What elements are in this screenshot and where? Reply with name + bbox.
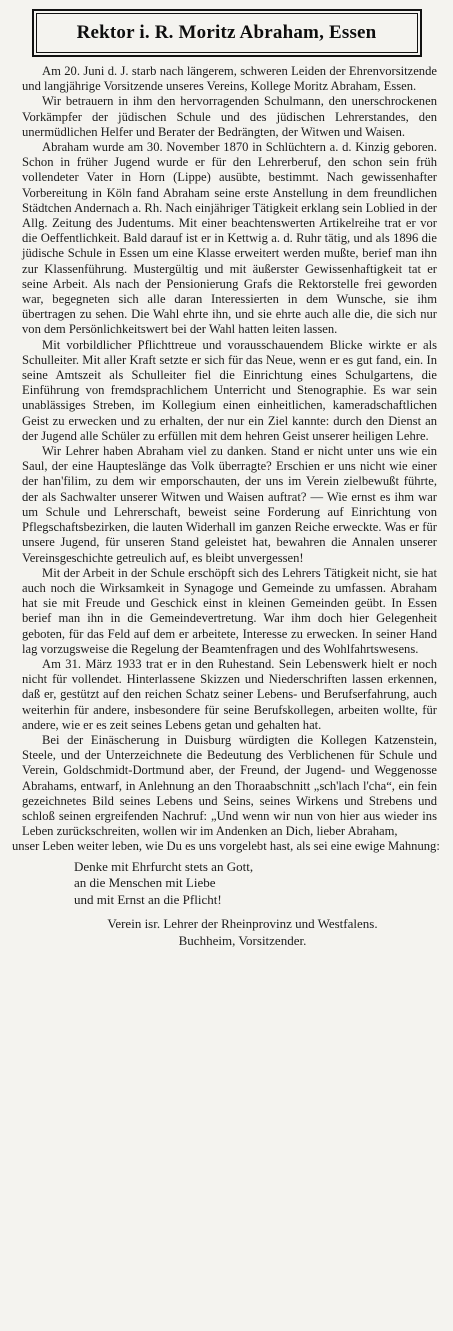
paragraph-5: Wir Lehrer haben Abraham viel zu danken. Stand er nicht unter uns wie ein Saul, der eine Haupteslänge das Volk überragte? Erschien er uns nicht wie einer der han'filim, zu dem wir emporschauten, der uns im Verein zielbewußt führte, der als Sachwalter unserer Witwen und Waisen auftrat? — Wie ernst es ihm war um Schule und Lehrerschaft, beweist seine Forderung auf Einrichtung von Pflegschaftsbezirken, die lauten Widerhall im ganzen Reiche erweckte. Was er für unsere Jugend, für unseren Stand geleistet hat, bewahren die Annalen unserer Vereinsgeschichte getreulich auf, es bleibt unvergessen! [22, 444, 437, 565]
paragraph-2: Wir betrauern in ihm den hervorragenden Schulmann, den unerschrockenen Vorkämpfer der jüdischen Schule und des jüdischen Lehrerstandes, den unermüdlichen Helfer und Berater der Bedrängten, der Witwen und Waisen. [22, 94, 437, 139]
verse-line-3: und mit Ernst an die Pflicht! [74, 891, 222, 907]
paragraph-7: Am 31. März 1933 trat er in den Ruhestand. Sein Lebenswerk hielt er noch nicht für vollendet. Hinterlassene Skizzen und Niederschriften lassen erkennen, daß er, gestützt auf den reichen Schatz seiner Lebens- und Berufserfahrung, auch weiterhin für andere, insbesondere für seine Berufskollegen, arbeiten wollte, für andere, wie er es zeit seines Lebens getan und gehalten hat. [22, 656, 437, 732]
signature-name: Buchheim, Vorsitzender. [178, 932, 307, 948]
paragraph-3: Abraham wurde am 30. November 1870 in Schlüchtern a. d. Kinzig geboren. Schon in früher Jugend wurde er für den Lehrerberuf, den schon sein früh vollendeter Vater in Horn (Lippe) ausübte, bestimmt. Nach gewissenhafter Vorbereitung in Köln fand Abraham seine erste Anstellung in dem freundlichen Städtchen Andernach a. Rh. Nach einjähriger Tätigkeit erklang sein Loblied in der Allg. Zeitung des Judentums. Mit einer beachtenswerten Artikelreihe trat er vor die Oeffentlichkeit. Bald darauf ist er in Kettwig a. d. Ruhr tätig, und als 1896 die jüdische Schule in Essen um eine Klasse erweitert werden mußte, berief man ihn zur Klassenführung. Mustergültig und mit äußerster Gewissenhaftigkeit tat er seine Arbeit. Als nach der Pensionierung Grafs die Rektorstelle frei geworden war, begegneten sich alle daran Interessierten in dem Wunsche, sie ihm übertragen zu sehen. Die Wahl ehrte ihn, und sie ehrte auch alle die, die sich nur von dem Persönlichkeitswert bei der Wahl hatten leiten lassen. [22, 140, 437, 337]
paragraph-1: Am 20. Juni d. J. starb nach längerem, schweren Leiden der Ehrenvorsitzende und langjährige Vorsitzende unseres Vereins, Kollege Moritz Abraham, Essen. [22, 64, 437, 94]
paragraph-6: Mit der Arbeit in der Schule erschöpft sich des Lehrers Tätigkeit nicht, sie hat auch noch die Wirksamkeit in Synagoge und Gemeinde zu umfassen. Abraham hat sie mit Freude und Geschick einst in kleinen Gemeinden geübt. In Essen berief man ihn in die Gemeindevertretung. War ihm doch hier Gelegenheit geboten, für das Feld auf dem er arbeitete, Interesse zu erwecken. In seiner Hand lag vorzugsweise die Regelung der Beamtenfragen und des Wohlfahrtswesens. [22, 565, 437, 656]
closing-text: unser Leben weiter leben, wie Du es uns vorgelebt hast, als sei eine ewige Mahnung: [12, 839, 440, 854]
motto-verse [74, 859, 443, 909]
verse-line-1: Denke mit Ehrfurcht stets an Gott, [74, 858, 254, 874]
paragraph-8: Bei der Einäscherung in Duisburg würdigten die Kollegen Katzenstein, Steele, und der Unterzeichnete die Bedeutung des Verblichenen für Schule und Verein, Goldschmidt-Dortmund aber, der Freund, der Jugend- und Weggenosse Abrahams, entwarf, in Anlehnung an den Thoraabschnitt „sch'lach l'cha“, ein fein gezeichnetes Bild seines Lebens und Seins, seines Wirkens und Strebens und schloß seinen ergreifenden Nachruf: „Und wenn wir nun von hier aus wieder ins Leben zurückschreiten, wollen wir im Andenken an Dich, lieber Abraham, [22, 732, 437, 839]
verse-line-2: an die Menschen mit Liebe [74, 875, 216, 891]
signature-organization: Verein isr. Lehrer der Rheinprovinz und Westfalens. [107, 916, 378, 932]
article-body [10, 64, 443, 839]
article-title: Rektor i. R. Moritz Abraham, Essen [33, 10, 421, 56]
closing-section [10, 839, 443, 949]
signature-block [12, 916, 443, 949]
paragraph-4: Mit vorbildlicher Pflichttreue und vorausschauendem Blicke wirkte er als Schulleiter. Mit aller Kraft setzte er sich für das Neue, wenn er es gut fand, ein. In seine Amtszeit als Schulleiter fiel die Einrichtung eines Schulgartens, die Einführung von fremdsprachlichem Unterricht und Stenographie. Es war sein unablässiges Streben, im Kollegium einen einheitlichen, kameradschaftlichen Geist zu erwecken und zu erhalten, der nur ein Ziel kannte: durch den Dienst an der Jugend alle Schüler zu erfüllen mit dem hehren Geist unserer heiligen Lehre. [22, 337, 437, 443]
